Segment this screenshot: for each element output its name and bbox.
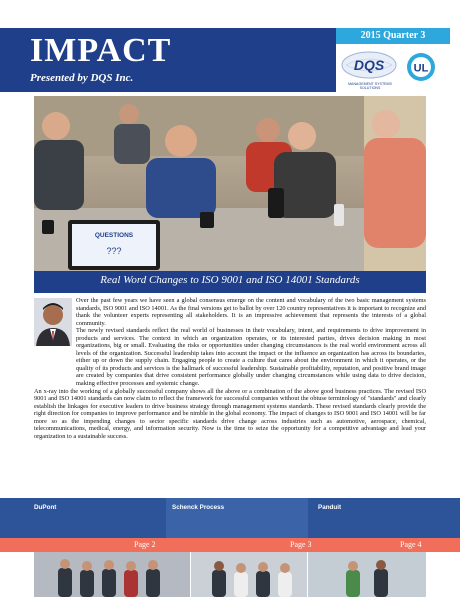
ul-logo-text: UL	[413, 62, 429, 75]
dqs-logo-caption: MANAGEMENT SYSTEMS SOLUTIONS	[348, 82, 392, 90]
article-paragraph: The newly revised standards reflect the real world of businesses in their vocabulary, intent, and requirements to drive improvement in products and services. The context in which an organization operates, or its interested parties, drives decision making in most organizations, big or small. Evaluating the risks or opportunities under changing circumstances is the real world environment across all levels of the organization. Successful leadership takes into account the impact or the influence an organization has across its boundaries, either up or down the supply chain. Engaging people to create a culture that cares about the environment in which it operates, or the quality of its products and services is the hallmark of successful leadership. Sustainable profitability, reputation, and positive brand image are created by companies that drive consistent performance globally under changing circumstances while using data to drive decision, making effective processes and systemic change.	[76, 327, 426, 388]
dqs-logo-text: DQS	[353, 57, 385, 73]
article-body	[34, 297, 426, 440]
article-paragraph: An x-ray into the working of a globally successful company shows all the above or a combination of the above good business practices. The revised ISO 9001 and ISO 14001 standards can now claim to reflect the framework for successful companies without the obtuse terminology of "standards" and clearly establish the linkages for executive leaders to drive business strategy through management systems standards. These revised standards clearly provide the right direction for companies to improve performance and be nimble in the global economy. The impact of changes to ISO 9001 and ISO 14001 will be far more so as the impending changes to sector specific standards drive change across industries such as automotive, aerospace, chemical, telecommunications, medical, energy, and information security. Now is the time to seize the opportunity for a competitive advantage and lead your organization to a sustainable success.	[34, 387, 426, 440]
article-paragraph: Over the past few years we have seen a global consensus emerge on the content and vocabulary of the two basic management systems standards, ISO 9001 and ISO 14001. As the final versions get to ballot by over 120 country representatives it is important to recognize and thank the volunteer experts representing all stakeholders. It is an impressive achievement that represents the interests of a global community.	[76, 297, 426, 327]
page-link[interactable]: Page 3	[290, 540, 312, 549]
footer-card-label[interactable]: DuPont	[34, 504, 57, 511]
dqs-logo	[340, 50, 398, 80]
page-band	[0, 538, 460, 552]
screen-text: ???	[106, 246, 122, 256]
newsletter-subtitle: Presented by DQS Inc.	[30, 72, 134, 84]
footer-thumbnails	[34, 552, 426, 597]
page-link[interactable]: Page 2	[134, 540, 156, 549]
issue-quarter: 2015 Quarter 3	[336, 28, 450, 44]
footer-card-label[interactable]: Schenck Process	[172, 504, 225, 511]
meeting-photo	[34, 96, 426, 271]
footer-card-dupont[interactable]	[0, 498, 166, 538]
page-link[interactable]: Page 4	[400, 540, 422, 549]
footer-card-label[interactable]: Panduit	[318, 504, 342, 511]
newsletter-title: IMPACT	[30, 32, 172, 69]
hero-caption: Real Word Changes to ISO 9001 and ISO 14001 Standards	[100, 274, 360, 286]
ul-logo	[406, 52, 436, 82]
screen-title: QUESTIONS	[94, 232, 134, 239]
